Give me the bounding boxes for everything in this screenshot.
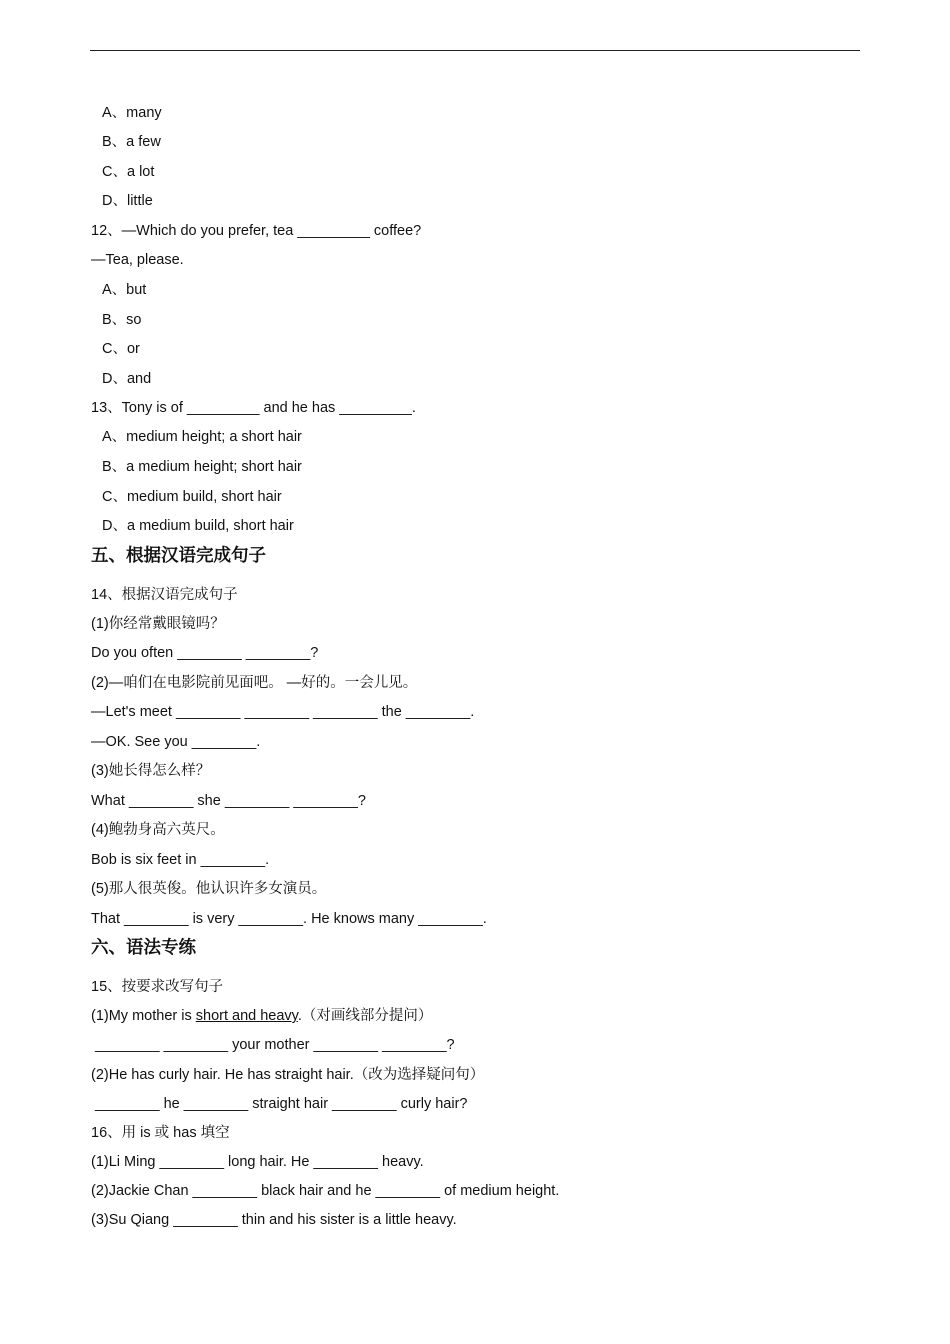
q15-item-1-prefix: (1)My mother is <box>91 1008 196 1024</box>
q14-line: (1)你经常戴眼镜吗？ <box>91 616 225 632</box>
q11-option-b: B、a few <box>102 134 161 150</box>
q14-line: Bob is six feet in ________. <box>91 852 270 868</box>
section-heading-5: 五、根据汉语完成句子 <box>91 545 266 565</box>
q13-option-c: C、medium build, short hair <box>102 489 282 505</box>
q16-title: 16、用 is 或 has 填空 <box>91 1125 230 1141</box>
q14-line: —Let's meet ________ ________ ________ the ________. <box>91 704 475 720</box>
q14-line: (4)鲍勃身高六英尺。 <box>91 822 225 838</box>
q14-line: That ________ is very ________. He knows many ________. <box>91 911 487 927</box>
q15-item-2-answer: ________ he ________ straight hair ________ curly hair? <box>91 1096 468 1112</box>
q15-item-1-suffix: .（对画线部分提问） <box>297 1008 433 1024</box>
q12-option-c: C、or <box>102 341 140 357</box>
q16-line: (1)Li Ming ________ long hair. He ________ heavy. <box>91 1154 424 1170</box>
q14-title: 14、根据汉语完成句子 <box>91 587 238 603</box>
q16-line: (2)Jackie Chan ________ black hair and he ________ of medium height. <box>91 1183 560 1199</box>
q13-option-a: A、medium height; a short hair <box>102 429 302 445</box>
q13-option-d: D、a medium build, short hair <box>102 518 294 534</box>
q13-option-b: B、a medium height; short hair <box>102 459 302 475</box>
q14-line: —OK. See you ________. <box>91 734 261 750</box>
q11-option-d: D、little <box>102 193 153 209</box>
section-heading-6: 六、语法专练 <box>91 937 196 957</box>
q15-item-1-underlined: short and heavy <box>195 1008 298 1024</box>
q15-item-1-answer: ________ ________ your mother ________ ________? <box>91 1037 455 1053</box>
q12-option-b: B、so <box>102 312 142 328</box>
q12-option-a: A、but <box>102 282 147 298</box>
q15-title: 15、按要求改写句子 <box>91 979 224 995</box>
q16-line: (3)Su Qiang ________ thin and his sister is a little heavy. <box>91 1212 457 1228</box>
q13-stem: 13、Tony is of _________ and he has _________. <box>91 400 416 416</box>
q14-line: (5)那人很英俊。他认识许多女演员。 <box>91 881 327 897</box>
header-rule <box>90 50 860 51</box>
q14-line: Do you often ________ ________? <box>91 645 319 661</box>
q15-item-1 <box>91 1007 432 1025</box>
q12-stem: 12、—Which do you prefer, tea _________ coffee? <box>91 223 422 239</box>
q12-stem-answer: —Tea, please. <box>91 252 184 268</box>
q11-option-c: C、a lot <box>102 164 155 180</box>
q14-line: What ________ she ________ ________? <box>91 793 366 809</box>
q11-option-a: A、many <box>102 105 162 121</box>
q14-line: (3)她长得怎么样？ <box>91 763 211 779</box>
q15-item-2: (2)He has curly hair. He has straight hair.（改为选择疑问句） <box>91 1067 485 1083</box>
q12-option-d: D、and <box>102 371 152 387</box>
q14-line: (2)—咱们在电影院前见面吧。 —好的。一会儿见。 <box>91 675 418 691</box>
